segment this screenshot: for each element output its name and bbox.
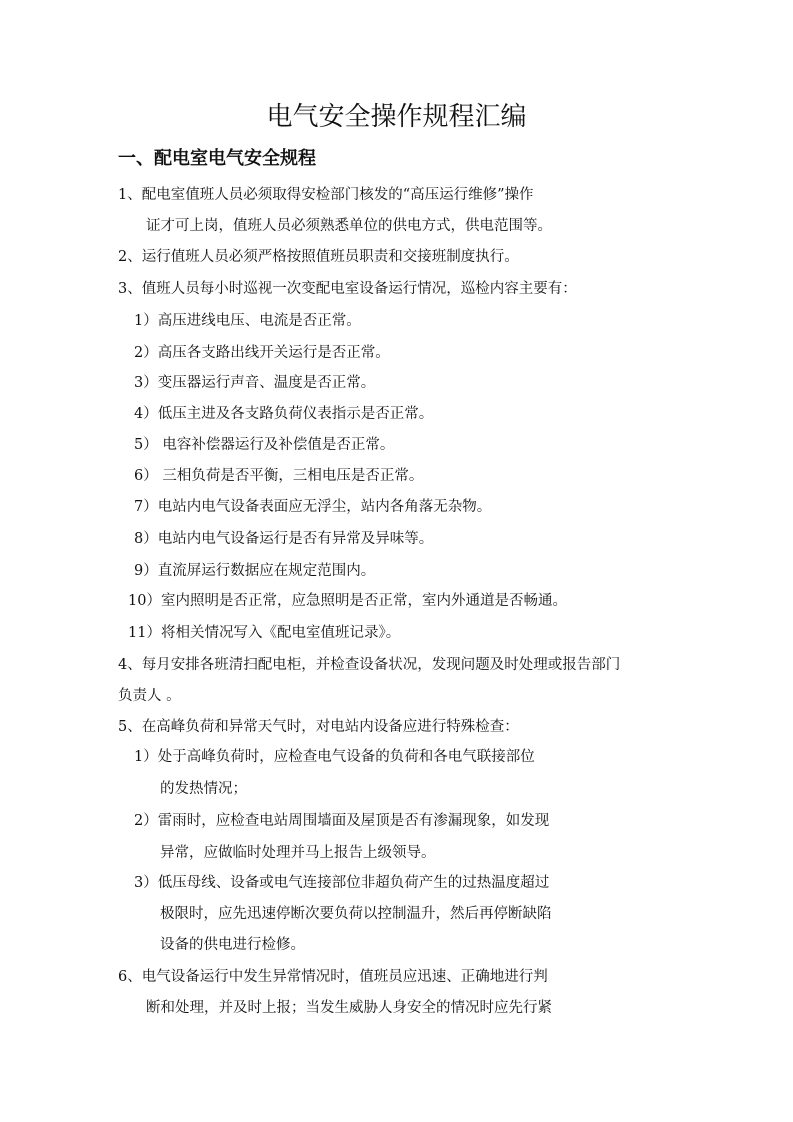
list-item: 1）高压进线电压、电流是否正常。: [134, 313, 361, 329]
list-item: 8）电站内电气设备运行是否有异常及异味等。: [134, 531, 434, 547]
paragraph-line: 断和处理，并及时上报；当发生威胁人身安全的情况时应先行紧: [146, 1000, 552, 1016]
list-item-continuation: 异常，应做临时处理并马上报告上级领导。: [160, 845, 436, 861]
list-item: 5） 电容补偿器运行及补偿值是否正常。: [134, 437, 395, 453]
section-heading: 一、配电室电气安全规程: [118, 148, 316, 169]
list-item: 6） 三相负荷是否平衡，三相电压是否正常。: [134, 468, 424, 484]
paragraph-line: 1、配电室值班人员必须取得安检部门核发的“高压运行维修”操作: [118, 187, 534, 203]
list-item: 9）直流屏运行数据应在规定范围内。: [134, 563, 376, 579]
list-item: 2）雷雨时，应检查电站周围墙面及屋顶是否有渗漏现象，如发现: [134, 813, 550, 829]
list-item: 2）高压各支路出线开关运行是否正常。: [134, 345, 390, 361]
document-title: 电气安全操作规程汇编: [266, 102, 527, 132]
paragraph-line: 4、每月安排各班清扫配电柜，并检查设备状况，发现问题及时处理或报告部门: [118, 657, 621, 673]
list-item: 1）处于高峰负荷时，应检查电气设备的负荷和各电气联接部位: [134, 749, 535, 765]
list-item: 3）变压器运行声音、温度是否正常。: [134, 375, 376, 391]
list-item: 4）低压主进及各支路负荷仪表指示是否正常。: [134, 406, 434, 422]
list-item-continuation: 极限时，应先迅速停断次要负荷以控制温升，然后再停断缺陷: [160, 906, 552, 922]
paragraph-line: 6、电气设备运行中发生异常情况时，值班员应迅速、正确地进行判: [118, 969, 548, 985]
paragraph-line: 2、运行值班人员必须严格按照值班员职责和交接班制度执行。: [118, 249, 519, 265]
paragraph-line: 证才可上岗，值班人员必须熟悉单位的供电方式，供电范围等。: [146, 218, 552, 234]
list-item-continuation: 设备的供电进行检修。: [160, 937, 305, 953]
list-item: 3）低压母线、设备或电气连接部位非超负荷产生的过热温度超过: [134, 875, 550, 891]
paragraph-line: 负责人 。: [118, 688, 181, 704]
list-item: 7）电站内电气设备表面应无浮尘，站内各角落无杂物。: [134, 499, 492, 515]
list-item: 10）室内照明是否正常，应急照明是否正常，室内外通道是否畅通。: [128, 593, 567, 609]
list-item: 11）将相关情况写入《配电室值班记录》。: [128, 625, 401, 641]
list-item-continuation: 的发热情况；: [160, 781, 247, 797]
paragraph-line: 3、值班人员每小时巡视一次变配电室设备运行情况，巡检内容主要有：: [118, 281, 577, 297]
paragraph-line: 5、在高峰负荷和异常天气时，对电站内设备应进行特殊检查：: [118, 719, 519, 735]
